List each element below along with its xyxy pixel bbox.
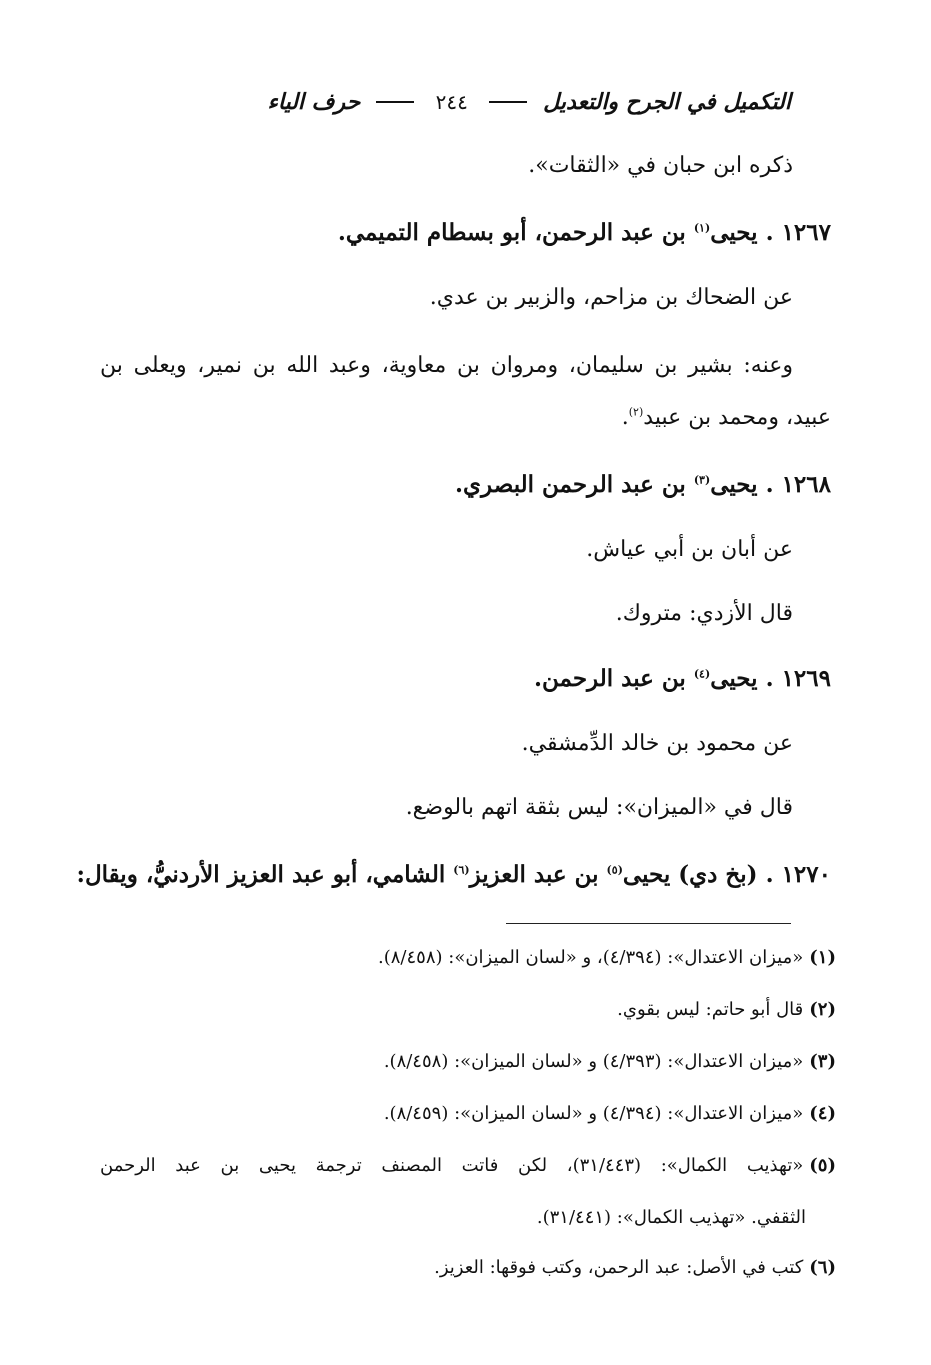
entry-1267 bbox=[100, 218, 831, 248]
running-header bbox=[160, 88, 791, 128]
entry-rest: بن عبد الرحمن البصري. bbox=[455, 471, 686, 498]
entry-number: ١٢٦٩ . bbox=[765, 665, 831, 692]
footnote-2 bbox=[100, 998, 836, 1021]
page-number: ٢٤٤ bbox=[435, 90, 468, 114]
body-line: عن أبان بن أبي عياش. bbox=[586, 537, 793, 562]
footnote-separator bbox=[506, 923, 791, 924]
footnote-ref[interactable]: (٥) bbox=[606, 863, 623, 877]
body-line: وعنه: بشير بن سليمان، ومروان بن معاوية، وعبد الله بن نمير، ويعلى بن bbox=[100, 353, 793, 378]
entry-1270 bbox=[76, 860, 831, 890]
entry-mid: بن عبد العزيز bbox=[469, 861, 599, 888]
entry-rest: بن عبد الرحمن، أبو بسطام التميمي. bbox=[337, 219, 686, 246]
entry-sigla: (بخ دي) bbox=[678, 861, 758, 888]
footnote-1 bbox=[100, 946, 836, 969]
footnote-number: (٢) bbox=[809, 999, 836, 1020]
entry-rest: بن عبد الرحمن. bbox=[534, 665, 686, 692]
entry-number: ١٢٦٧ . bbox=[765, 219, 831, 246]
footnote-3 bbox=[100, 1050, 836, 1073]
body-line: عن الضحاك بن مزاحم، والزبير بن عدي. bbox=[429, 285, 793, 310]
footnote-ref[interactable]: (٦) bbox=[453, 863, 470, 877]
entry-1269 bbox=[100, 664, 831, 694]
footnote-5-continuation: الثقفي. «تهذيب الكمال»: (٣١/٤٤١). bbox=[536, 1207, 806, 1228]
body-line: قال في «الميزان»: ليس بثقة اتهم بالوضع. bbox=[405, 795, 793, 820]
body-line: عبيد، ومحمد بن عبيد$^{(٢)}$. bbox=[621, 405, 831, 430]
footnote-ref[interactable]: (٣) bbox=[693, 473, 711, 487]
body-line: ذكره ابن حبان في «الثقات». bbox=[528, 153, 793, 178]
footnote-text: «ميزان الاعتدال»: (٤/٣٩٤) و «لسان الميزان»: (٨/٤٥٩). bbox=[383, 1103, 804, 1124]
footnote-ref[interactable]: (١) bbox=[693, 221, 711, 235]
footnote-number: (١) bbox=[809, 947, 836, 968]
footnote-number: (٤) bbox=[809, 1103, 836, 1124]
footnote-number: (٥) bbox=[809, 1155, 836, 1176]
footnote-number: (٦) bbox=[809, 1257, 836, 1278]
body-line: عن محمود بن خالد الدِّمشقي. bbox=[521, 731, 793, 756]
entry-1268 bbox=[100, 470, 831, 500]
header-dash bbox=[489, 101, 527, 103]
footnote-text: كتب في الأصل: عبد الرحمن، وكتب فوقها: العزيز. bbox=[434, 1257, 804, 1278]
footnote-text: «ميزان الاعتدال»: (٤/٣٩٣) و «لسان الميزان»: (٨/٤٥٨). bbox=[383, 1051, 804, 1072]
entry-name: يحيى bbox=[710, 219, 758, 246]
entry-rest: الشامي، أبو عبد العزيز الأردنيُّ، ويقال: bbox=[76, 861, 446, 888]
footnote-text: قال أبو حاتم: ليس بقوي. bbox=[617, 999, 804, 1020]
entry-name: يحيى bbox=[622, 861, 671, 888]
footnote-text: «تهذيب الكمال»: (٣١/٤٤٣)، لكن فاتت المصنف ترجمة يحيى بن عبد الرحمن bbox=[100, 1155, 804, 1176]
footnote-ref[interactable]: (٤) bbox=[693, 667, 711, 681]
entry-name: يحيى bbox=[710, 471, 758, 498]
footnote-number: (٣) bbox=[809, 1051, 836, 1072]
header-dash bbox=[376, 101, 414, 103]
entry-number: ١٢٦٨ . bbox=[765, 471, 831, 498]
body-line: قال الأزدي: متروك. bbox=[615, 601, 793, 626]
footnote-ref[interactable]: (٢) bbox=[628, 405, 644, 419]
entry-name: يحيى bbox=[710, 665, 758, 692]
footnote-6 bbox=[100, 1256, 836, 1279]
footnote-text: «ميزان الاعتدال»: (٤/٣٩٤)، و «لسان الميزان»: (٨/٤٥٨). bbox=[378, 947, 804, 968]
section-title: حرف الياء bbox=[267, 89, 361, 115]
footnote-4 bbox=[100, 1102, 836, 1125]
book-title: التكميل في الجرح والتعديل bbox=[543, 89, 791, 115]
entry-number: ١٢٧٠ . bbox=[765, 861, 831, 888]
footnote-5 bbox=[100, 1154, 836, 1177]
